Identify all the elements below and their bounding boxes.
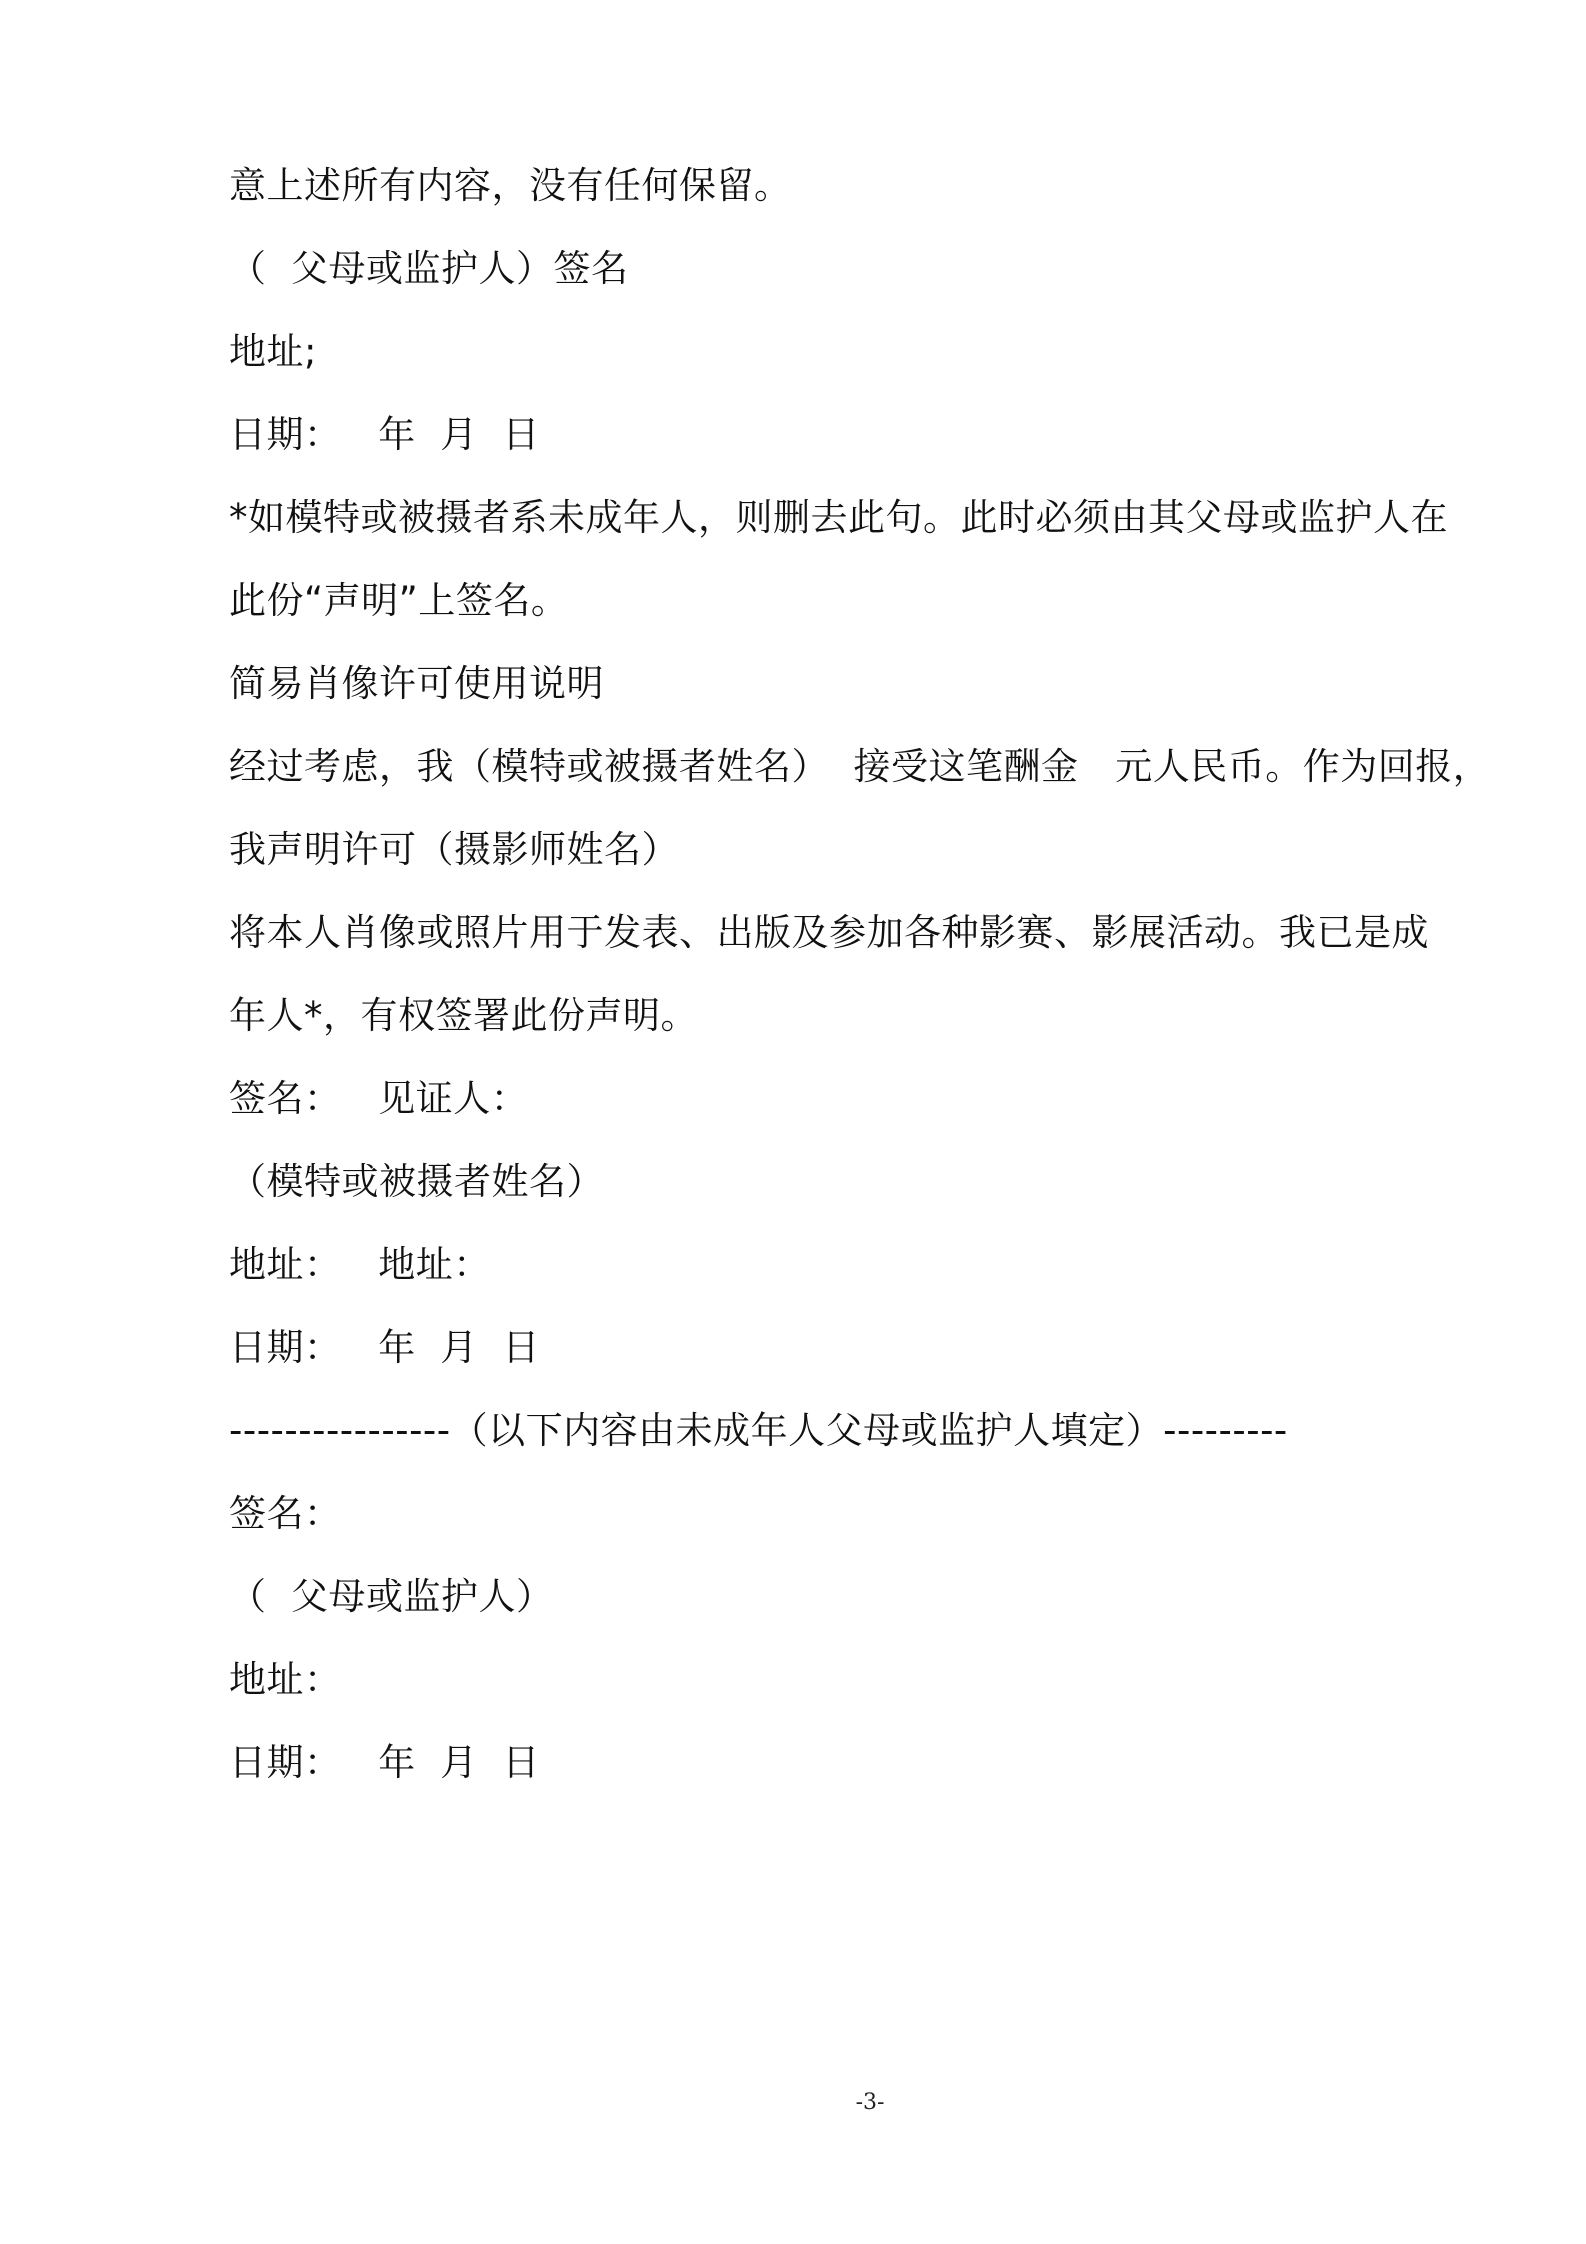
text-line-address-2: 地址： (229, 1658, 342, 1701)
text-line-continuation: 意上述所有内容，没有任何保留。 (229, 164, 792, 207)
text-line-minor-note: *如模特或被摄者系未成年人，则删去此句。此时必须由其父母或监护人在 (229, 496, 1448, 539)
text-line-usage-cont: 年人*，有权签署此份声明。 (229, 994, 698, 1037)
section-title-portrait-release: 简易肖像许可使用说明 (229, 662, 604, 705)
text-line-photographer: 我声明许可（摄影师姓名） (229, 828, 679, 871)
page-number: -3- (855, 2090, 885, 2115)
text-line-signature-witness: 签名： 见证人： (229, 1077, 529, 1120)
text-line-guardian: （ 父母或监护人） (229, 1575, 554, 1618)
text-line-date-2: 日期： 年 月 日 (229, 1326, 540, 1369)
text-line-address: 地址; (229, 330, 317, 373)
text-line-date: 日期： 年 月 日 (229, 413, 540, 456)
text-line-guardian-divider: ----------------（以下内容由未成年人父母或监护人填定）--------- (229, 1409, 1288, 1452)
text-line-usage: 将本人肖像或照片用于发表、出版及参加各种影赛、影展活动。我已是成 (229, 911, 1429, 954)
text-line-signature: 签名： (229, 1492, 342, 1535)
text-line-addresses: 地址： 地址： (229, 1243, 491, 1286)
text-line-date-3: 日期： 年 月 日 (229, 1741, 540, 1784)
text-line-guardian-signature: （ 父母或监护人）签名 (229, 247, 629, 290)
text-line-model-name: （模特或被摄者姓名） (229, 1160, 604, 1203)
text-line-minor-note-cont: 此份“声明”上签名。 (229, 579, 569, 622)
text-line-consideration: 经过考虑，我（模特或被摄者姓名） 接受这笔酬金 元人民币。作为回报， (229, 745, 1491, 788)
